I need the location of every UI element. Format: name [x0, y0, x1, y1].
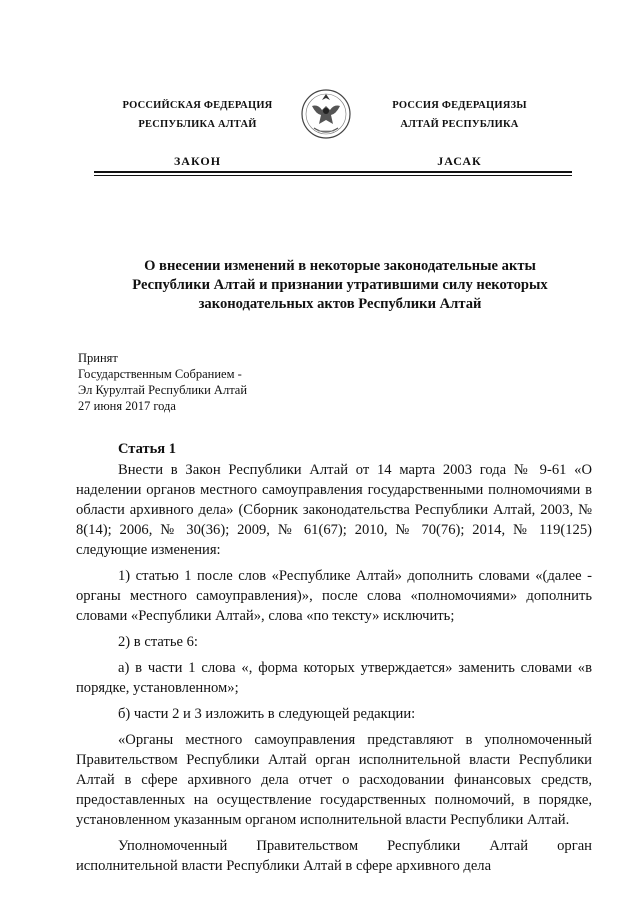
header-left-law-label: ЗАКОН — [173, 154, 222, 168]
paragraph-subitem-a: а) в части 1 слова «, форма которых утверждается» заменить словами «в порядке, установленном»; — [76, 660, 592, 696]
adoption-line1: Принят — [78, 351, 118, 365]
paragraph-item-2: 2) в статье 6: — [118, 634, 198, 650]
paragraph-quote-1: «Органы местного самоуправления представляют в уполномоченный Правительством Республики Алтай орган исполнительной власти Республики Алтай в сфере архивного дела отчет о расходовании финансовых средств, предоставленных на осуществление государственных полномочий, в порядке, установленном указанным органом исполнительной власти Республики Алтай. — [76, 732, 592, 828]
header-left-block — [110, 96, 285, 171]
adoption-block — [78, 350, 247, 414]
paragraph-subitem-b: б) части 2 и 3 изложить в следующей редакции: — [118, 706, 416, 722]
paragraph-intro: Внести в Закон Республики Алтай от 14 марта 2003 года № 9-61 «О наделении органов местного самоуправления государственными полномочиями в области архивного дела» (Сборник законодательства Республики Алтай, 2003, № 8(14); 2006, № 30(36); 2009, № 61(67); 2010, № 70(76); 2014, № 119(125) следующие изменения: — [76, 462, 592, 558]
header-right-line1: РОССИЯ ФЕДЕРАЦИЯЗЫ — [392, 100, 527, 111]
header-divider-thick — [94, 171, 572, 173]
adoption-line3: Эл Курултай Республики Алтай — [78, 383, 248, 397]
header-left-line1: РОССИЙСКАЯ ФЕДЕРАЦИЯ — [122, 100, 273, 111]
document-title: О внесении изменений в некоторые законодательные акты Республики Алтай и признании утратившими силу некоторых законодательных актов Республики Алтай — [132, 258, 548, 312]
article-body — [76, 460, 592, 876]
header-left-line2: РЕСПУБЛИКА АЛТАЙ — [138, 119, 257, 130]
header-right-line2: АЛТАЙ РЕСПУБЛИКА — [400, 119, 519, 130]
header-right-law-label: JАСАК — [437, 154, 482, 168]
header-right-block — [372, 96, 547, 171]
adoption-line2: Государственным Собранием - — [78, 367, 242, 381]
adoption-date: 27 июня 2017 года — [78, 399, 176, 413]
header-divider-thin — [94, 175, 572, 176]
article-heading: Статья 1 — [118, 441, 176, 457]
paragraph-item-1: 1) статью 1 после слов «Республике Алтай» дополнить словами «(далее - органы местного самоуправления)», после слова «полномочиями» дополнить словами «Республики Алтай», слова «по тексту» исключить; — [76, 568, 592, 624]
paragraph-quote-2: Уполномоченный Правительством Республики Алтай орган исполнительной власти Республики Алтай в сфере архивного дела — [76, 838, 592, 874]
coat-of-arms-icon — [300, 84, 352, 142]
